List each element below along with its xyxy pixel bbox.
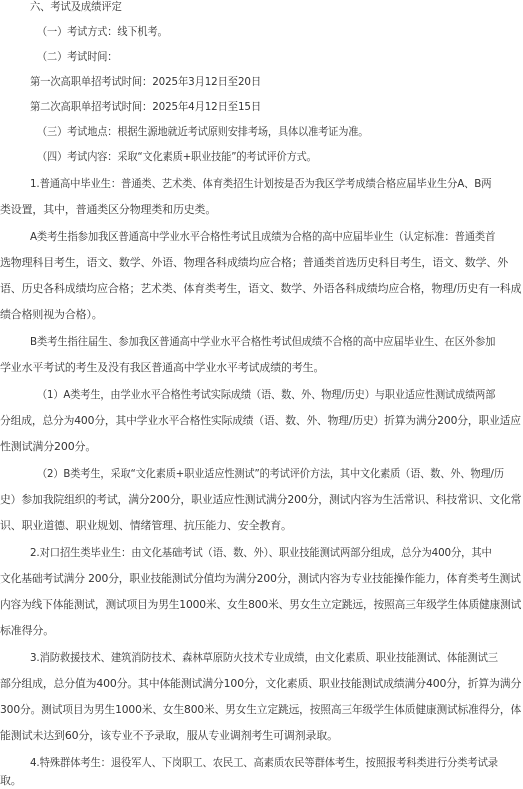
paragraph-4-line-1: 4.特殊群体考生：退役军人、下岗职工、农民工、高素质农民等群体考生，按照报考科类进行分类考试录 [30,756,498,769]
paragraph-1-line-2: 类设置，其中，普通类区分物理类和历史类。 [0,203,217,216]
paragraph-3-line-3: 300分。测试项目为男生1000米、女生800米、男女生立定跳远，按照高三年级学生体质健康测试标准得分，体 [0,703,522,716]
exam-time-second: 第二次高职单招考试时间：2025年4月12日至15日 [30,100,262,113]
section-heading: 六、考试及成绩评定 [30,0,122,13]
paragraph-2-line-4: 标准得分。 [0,624,55,637]
exam-time-heading: （二）考试时间： [37,50,118,63]
paragraph-a-score-line-3: 性测试满分200分。 [0,440,97,453]
paragraph-2-line-2: 文化基础考试满分 200分，职业技能测试分值均为满分200分，测试内容为专业技能操作能力，体育类考生测试 [0,572,521,585]
paragraph-1-line-1: 1.普通高中毕业生：普通类、艺术类、体育类招生计划按是否为我区学考成绩合格应届毕业生分A、B两 [30,177,492,190]
paragraph-a-line-2: 选物理科目考生，语文、数学、外语、物理各科成绩均应合格；普通类首选历史科目考生，语文、数学、外 [0,256,509,269]
exam-method: （一）考试方式：线下机考。 [37,25,168,38]
paragraph-b-score-line-3: 识、职业道德、职业规划、情绪管理、抗压能力、安全教育。 [0,519,292,532]
paragraph-a-line-4: 绩合格则视为合格）。 [0,308,103,321]
paragraph-3-line-2: 部分组成，总分值为400分。其中体能测试满分100分，文化素质、职业技能测试成绩满分400分，折算为满分 [0,677,522,690]
paragraph-b-score-line-2: 史）参加我院组织的考试，满分200分，职业适应性测试满分200分，测试内容为生活常识、科技常识、文化常 [0,493,522,506]
exam-content: （四）考试内容：采取“文化素质+职业技能”的考试评价方式。 [37,150,317,163]
paragraph-a-line-1: A类考生指参加我区普通高中学业水平合格性考试且成绩为合格的高中应届毕业生（认定标准：普通类首 [30,230,496,243]
paragraph-b-line-2: 学业水平考试的考生及没有我区普通高中学业水平考试成绩的考生。 [0,361,325,374]
paragraph-3-line-1: 3.消防救援技术、建筑消防技术、森林草原防火技术专业成绩，由文化素质、职业技能测试、体能测试三 [30,651,498,664]
paragraph-a-line-3: 语、历史各科成绩均应合格；艺术类、体育类考生，语文、数学、外语各科成绩均应合格，物理/历史有一科成 [0,282,522,295]
paragraph-a-score-line-2: 分组成，总分为400分，其中学业水平合格性实际成绩（语、数、外、物理/历史）折算为满分200分，职业适应 [0,414,521,427]
paragraph-4-line-2: 取。 [0,774,22,787]
exam-location: （三）考试地点：根据生源地就近考试原则安排考场，具体以准考证为准。 [37,125,369,138]
paragraph-3-line-4: 能测试未达到60分，该专业不予录取，服从专业调剂考生可调剂录取。 [0,729,338,742]
paragraph-b-score-line-1: （2）B类考生，采取“文化素质+职业适应性测试”的考试评价方法，其中文化素质（语、数、外、物理/历 [37,467,504,480]
paragraph-2-line-3: 内容为线下体能测试，测试项目为男生1000米、女生800米、男女生立定跳远，按照高三年级学生体质健康测试 [0,598,522,611]
paragraph-b-line-1: B类考生指往届生、参加我区普通高中学业水平合格性考试但成绩不合格的高中应届毕业生、在区外参加 [30,335,496,348]
exam-time-first: 第一次高职单招考试时间：2025年3月12日至20日 [30,75,262,88]
paragraph-2-line-1: 2.对口招生类毕业生：由文化基础考试（语、数、外）、职业技能测试两部分组成，总分为400分，其中 [30,546,492,559]
paragraph-a-score-line-1: （1）A类考生，由学业水平合格性考试实际成绩（语、数、外、物理/历史）与职业适应性测试成绩两部 [37,388,496,401]
